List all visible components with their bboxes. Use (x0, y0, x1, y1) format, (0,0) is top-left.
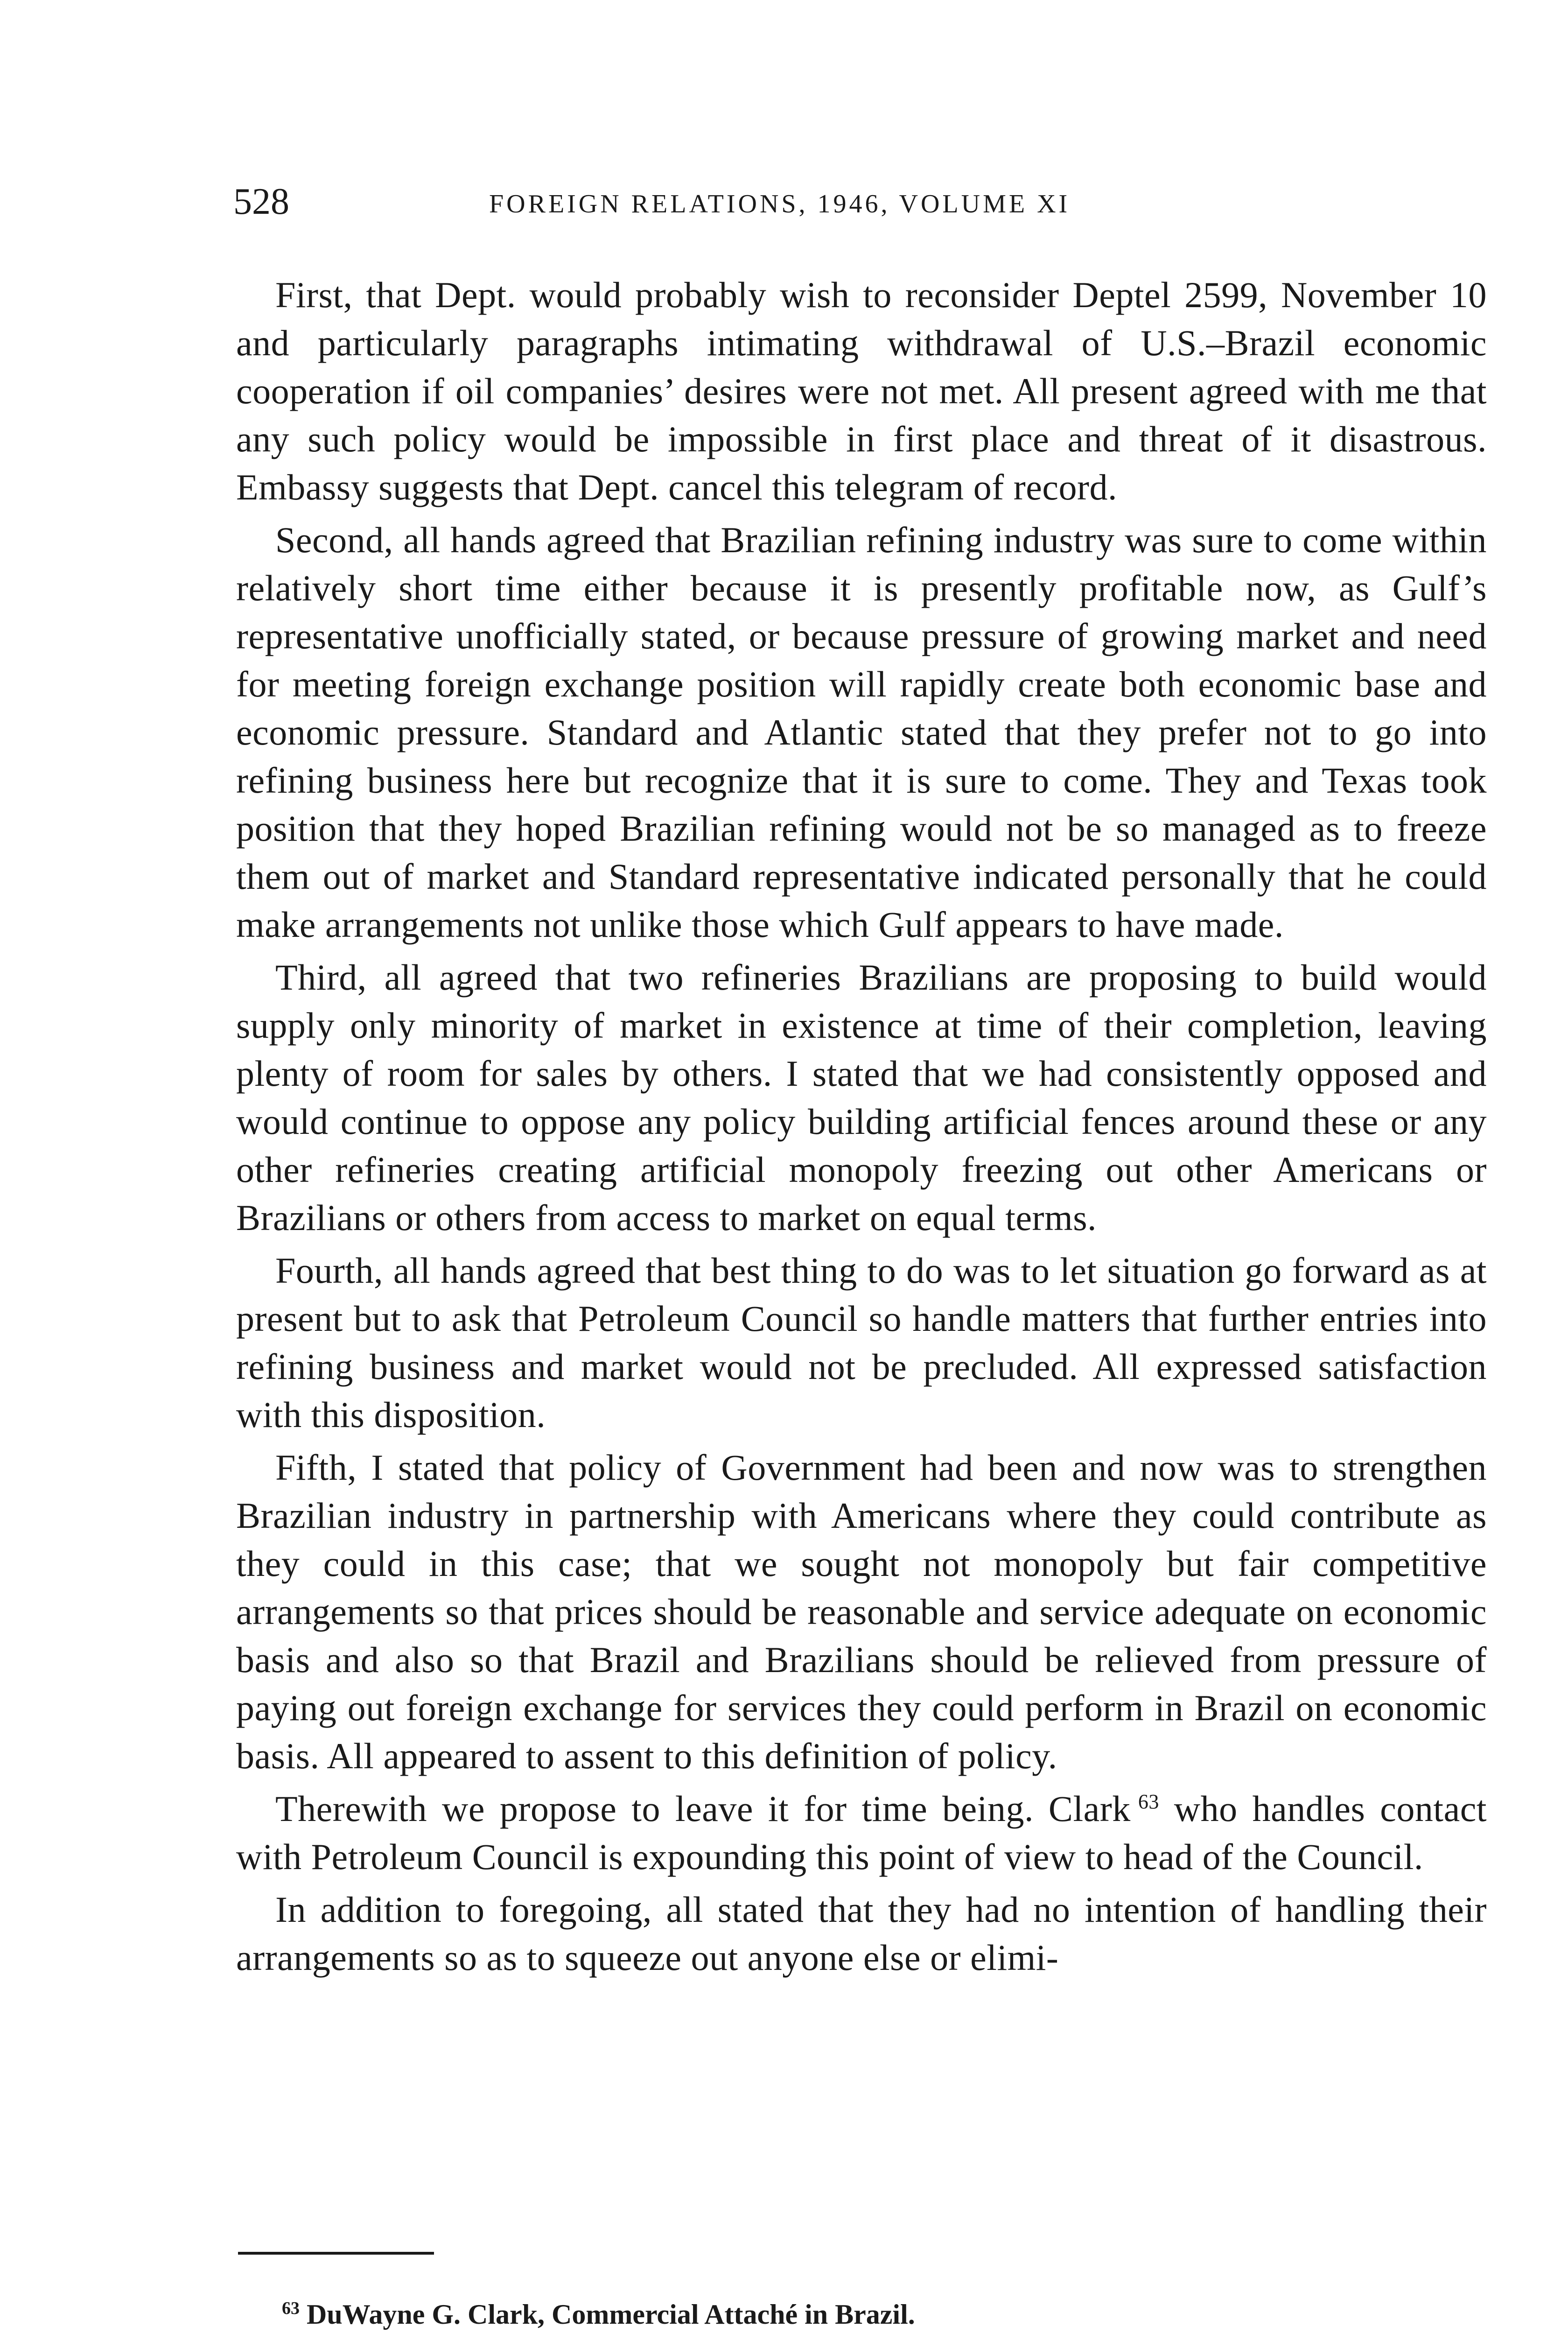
body-text (236, 271, 1487, 1986)
footnote (282, 2296, 1486, 2333)
footnote-text: DuWayne G. Clark, Commercial Attaché in Brazil. (307, 2299, 915, 2330)
footnote-reference: 63 (1138, 1790, 1159, 1813)
footnote-divider (238, 2252, 434, 2255)
paragraph-third: Third, all agreed that two refineries Brazilians are proposing to build would supply only minority of market in existence at time of their completion, leaving plenty of room for sales by others. I stated that we had consistently opposed and would continue to oppose any policy building artificial fences around these or any other refineries creating artificial monopoly freezing out other Americans or Brazilians or others from access to market on equal terms. (236, 957, 1487, 1238)
page-header (233, 178, 1274, 234)
footnote-mark: 63 (282, 2299, 300, 2318)
paragraph-fifth: Fifth, I stated that policy of Government had been and now was to strengthen Brazilian industry in partnership with Americans where they could contribute as they could in this case; that we sought not monopoly but fair competitive arrangements so that prices should be reasonable and service adequate on economic basis and also so that Brazil and Brazilians should be relieved from pressure of paying out foreign exchange for services they could perform in Brazil on economic basis. All appeared to assent to this definition of policy. (236, 1447, 1487, 1776)
paragraph-first: First, that Dept. would probably wish to reconsider Deptel 2599, November 10 and particularly paragraphs intimating withdrawal of U.S.–Brazil economic cooperation if oil companies’ desires were not met. All present agreed with me that any such policy would be impossible in first place and threat of it disastrous. Embassy suggests that Dept. cancel this telegram of record. (236, 274, 1487, 507)
paragraph-therewith-text-b: who handles contact with Petroleum Council is expounding this point of view to head of the Council. (236, 1788, 1487, 1877)
paragraph-addition: In addition to foregoing, all stated that they had no intention of handling their arrangements so as to squeeze out anyone else or elimi- (236, 1889, 1487, 1978)
paragraph-fourth: Fourth, all hands agreed that best thing to do was to let situation go forward as at present but to ask that Petroleum Council so handle matters that further entries into refining business and market would not be precluded. All expressed satisfaction with this disposition. (236, 1250, 1487, 1435)
paragraph-therewith (236, 1785, 1487, 1881)
paragraph-second: Second, all hands agreed that Brazilian refining industry was sure to come within relatively short time either because it is presently profitable now, as Gulf’s representative unofficially stated, or because pressure of growing market and need for meeting foreign exchange position will rapidly create both economic base and economic pressure. Standard and Atlantic stated that they prefer not to go into refining business here but recognize that it is sure to come. They and Texas took position that they hoped Brazilian refining would not be so managed as to freeze them out of market and Standard representative indicated personally that he could make arrangements not unlike those which Gulf appears to have made. (236, 520, 1487, 945)
running-head: FOREIGN RELATIONS, 1946, VOLUME XI (489, 190, 1071, 218)
page-number: 528 (233, 181, 289, 222)
paragraph-therewith-text-a: Therewith we propose to leave it for time being. Clark (275, 1788, 1131, 1829)
